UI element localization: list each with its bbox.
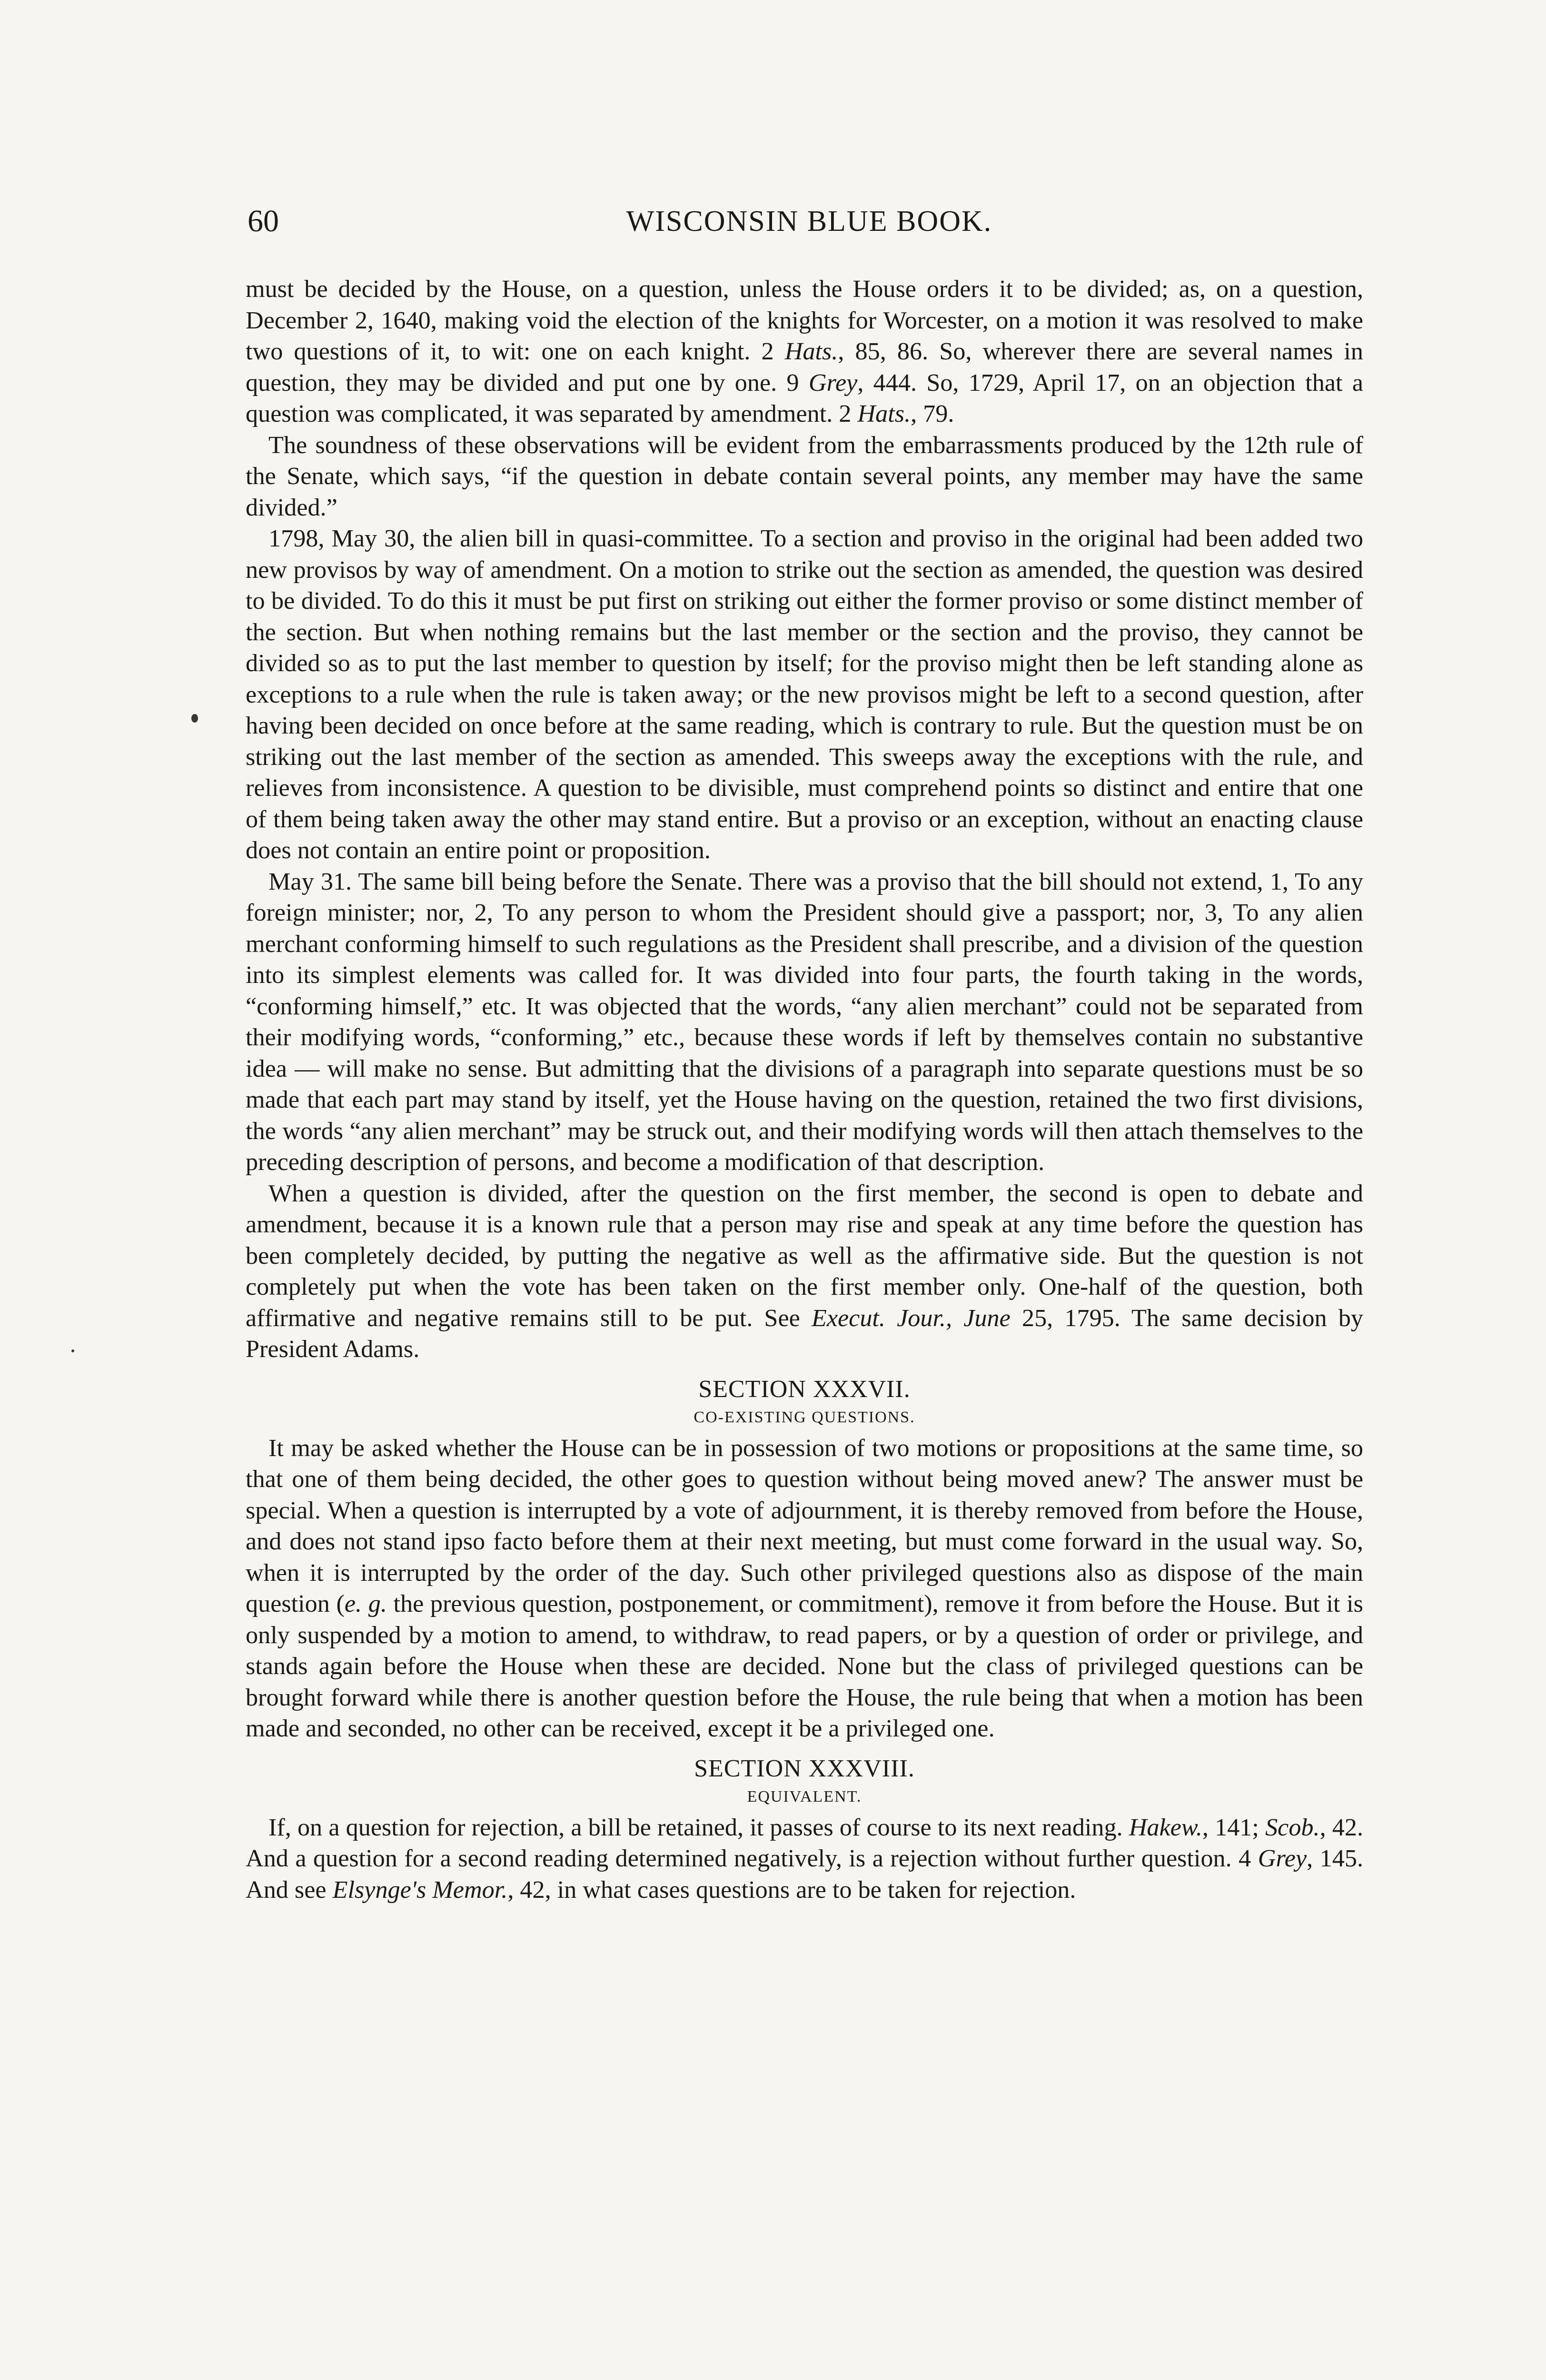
running-title: WISCONSIN BLUE BOOK. [626, 205, 992, 238]
text-run: , 42. And a question for a second reading determined negatively, is a rejection without further question. 4 [246, 1813, 1364, 1872]
paragraph-division-continued [246, 274, 1363, 430]
section-subtitle-equivalent: EQUIVALENT. [747, 1787, 862, 1805]
section-heading-xxxviii: SECTION XXXVIII. [694, 1755, 915, 1782]
text-run: , 42, in what cases questions are to be taken for rejection. [507, 1875, 1076, 1904]
citation-hats: Hats. [857, 400, 911, 427]
text-run: When a question is divided, after the question on the first member, the second is open to debate and amendment, because it is a known rule that a person may rise and speak at any time before the question has been completely decided, by putting the negative as well as the affirmative side. But the question is not completely put when the vote has been taken on the first member only. One-half of the question, both affirmative and negative remains still to be put. See [246, 1179, 1363, 1332]
section-subtitle-co-existing-questions: CO-EXISTING QUESTIONS. [694, 1408, 915, 1426]
paragraph-soundness: The soundness of these observations will be evident from the embarrassments produced by the 12th rule of the Senate, which says, “if the question in debate contain several points, any member may have the same divided.” [246, 431, 1363, 521]
page-header [248, 200, 1371, 243]
paragraph-divided-question [246, 1178, 1363, 1365]
text-run: It may be asked whether the House can be in possession of two motions or propositions at the same time, so that one of them being decided, the other goes to question without being moved anew? The answer must be special. When a question is interrupted by a vote of adjournment, it is thereby removed from before the House, and does not stand ipso facto before them at their next meeting, but must come forward in the usual way. So, when it is interrupted by the order of the day. Such other privileged questions also as dispose of the main question ( [246, 1434, 1363, 1617]
citation-elsynge-memor: Elsynge's Memor. [332, 1875, 508, 1904]
text-run: must be decided by the House, on a question, unless the House orders it to be divided; as, on a question, December 2, 1640, making void the election of the knights for Worcester, on a motion it was resolved to make two questions of it, to wit: one on each knight. 2 [246, 275, 1363, 365]
ink-speck [71, 1349, 74, 1352]
text-run: , 79. [911, 400, 954, 427]
text-run: If, on a question for rejection, a bill be retained, it passes of course to its next reading. [268, 1813, 1129, 1841]
italic-e-g: e. g. [344, 1590, 387, 1617]
paragraph-may-31: May 31. The same bill being before the Senate. There was a proviso that the bill should not extend, 1, To any foreign minister; nor, 2, To any person to whom the President should give a passport; nor, 3, To any alien merchant conforming himself to such regulations as the President shall prescribe, and a division of the question into its simplest elements was called for. It was divided into four parts, the fourth taking in the words, “conforming himself,” etc. It was objected that the words, “any alien merchant” could not be separated from their modifying words, “conforming,” etc., because these words if left by themselves contain no substantive idea — will make no sense. But admitting that the divisions of a paragraph into separate questions must be so made that each part may stand by itself, yet the House having on the question, retained the two first divisions, the words “any alien merchant” may be struck out, and their modifying words will then attach themselves to the preceding description of persons, and become a modification of that description. [246, 867, 1363, 1176]
page-number: 60 [248, 204, 279, 238]
text-run: , 85, 86. So, wherever there are several names in question, they may be divided and put one by one. 9 [246, 337, 1364, 397]
paragraph-alien-bill-may-30: 1798, May 30, the alien bill in quasi-committee. To a section and proviso in the original had been added two new provisos by way of amendment. On a motion to strike out the section as amended, the question was desired to be divided. To do this it must be put first on striking out either the former proviso or some distinct member of the section. But when nothing remains but the last member or the section and the proviso, they cannot be divided so as to put the last member to question by itself; for the proviso might then be left standing alone as exceptions to a rule when the rule is taken away; or the new provisos might be left to a second question, after having been decided on once before at the same reading, which is contrary to rule. But the question must be on striking out the last member of the section as amended. This sweeps away the exceptions with the rule, and relieves from inconsistence. A question to be divisible, must comprehend points so distinct and entire that one of them being taken away the other may stand entire. But a proviso or an exception, without an enacting clause does not contain an entire point or proposition. [246, 525, 1363, 864]
text-run: , 141; [1202, 1813, 1266, 1841]
citation-grey: Grey [1258, 1844, 1307, 1872]
text-run: the previous question, postponement, or commitment), remove it from before the House. But it is only suspended by a motion to amend, to withdraw, to read papers, or by a question of order or privilege, and stands again before the House when these are decided. None but the class of privileged questions can be brought forward while there is another question before the House, the rule being that when a motion has been made and seconded, no other can be received, except it be a privileged one. [246, 1590, 1363, 1742]
citation-hakew: Hakew. [1129, 1813, 1202, 1841]
citation-grey: Grey [808, 368, 858, 397]
page-body [246, 274, 1363, 1905]
citation-scob: Scob. [1265, 1813, 1320, 1841]
paragraph-equivalent [246, 1812, 1363, 1906]
paragraph-co-existing-questions [246, 1433, 1363, 1745]
section-heading-xxxvii: SECTION XXXVII. [698, 1375, 911, 1403]
text-run: , 145. And see [246, 1844, 1363, 1904]
citation-hats: Hats. [784, 337, 838, 365]
ink-speck [191, 714, 198, 723]
citation-execut-jour: Execut. Jour., June [811, 1304, 1011, 1332]
text-run: 25, 1795. The same decision by President Adams. [246, 1304, 1364, 1363]
text-run: , 444. So, 1729, April 17, on an objection that a question was complicated, it was separated by amendment. 2 [246, 368, 1363, 427]
